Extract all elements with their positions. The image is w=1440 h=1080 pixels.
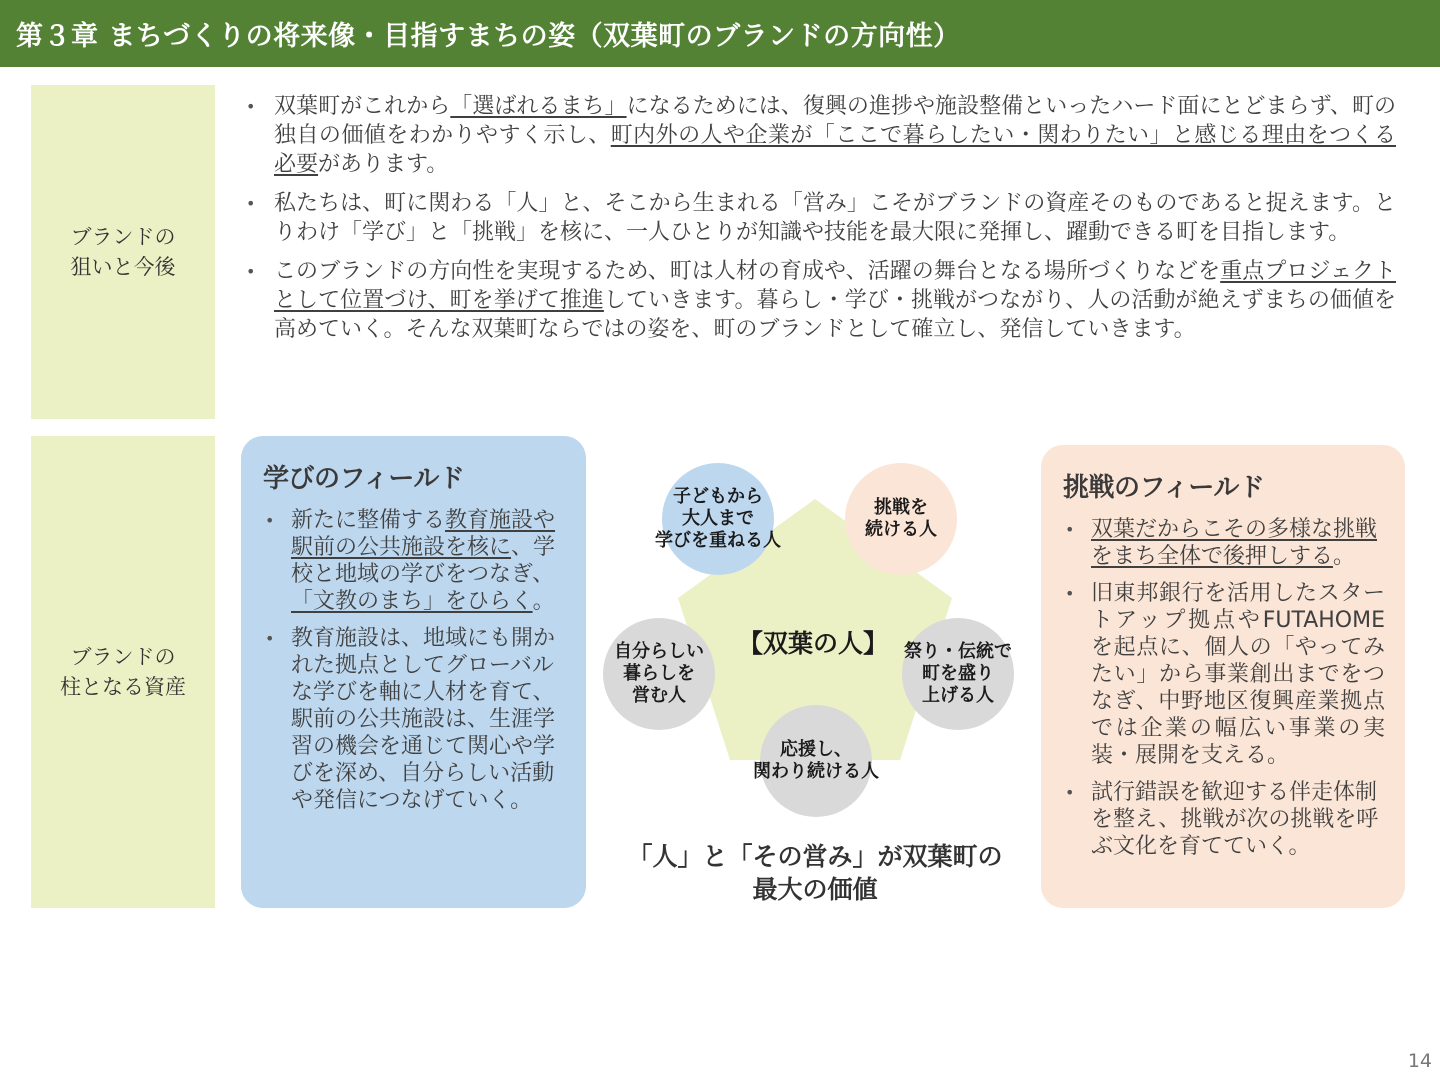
learning-bullet-1: [263, 507, 566, 615]
circle-festival-people: [902, 618, 1014, 730]
circle-text: 暮らしを: [623, 663, 695, 684]
circle-text: 祭り・伝統で: [904, 641, 1012, 662]
value-caption: [620, 840, 1010, 906]
caption-line: 最大の価値: [752, 875, 878, 904]
challenge-field-list: [1063, 516, 1385, 860]
bullet-text: があります。: [318, 152, 449, 177]
underlined-phrase: 町内外の人や企業が「ここで暮らしたい・関わりたい」と感じる理由をつくる必要: [274, 123, 1396, 177]
brand-aim-label: [31, 85, 215, 419]
challenge-bullet-2: [1063, 580, 1385, 769]
challenge-bullet-1: [1063, 516, 1385, 570]
brand-aim-label-line1: ブランドの: [70, 225, 176, 249]
bullet-text: 双葉町がこれから: [274, 94, 451, 119]
circle-text: 応援し、: [780, 739, 852, 760]
circle-supporters: [753, 705, 879, 817]
circle-text: 営む人: [632, 685, 686, 706]
underlined-phrase: 「文教のまち」をひらく: [291, 589, 533, 614]
learning-field-title: 学びのフィールド: [263, 464, 465, 494]
brand-assets-label: [31, 436, 215, 908]
circle-text: 町を盛り: [922, 663, 994, 684]
brand-aim-bullet-1: [244, 92, 1396, 179]
challenge-field-title: 挑戦のフィールド: [1063, 473, 1265, 503]
underlined-phrase: 重点プロジェクトとして位置づけ、町を挙げて推進: [274, 259, 1397, 313]
bullet-text: 私たちは、町に関わる「人」と、そこから生まれる「営み」こそがブランドの資産そのものであると捉えます。とりわけ「学び」と「挑戦」を核に、一人ひとりが知識や技能を最大限に発揮し、躍動できる町を目指します。: [274, 191, 1396, 245]
bullet-text: していきます。暮らし・学び・挑戦がつながり、人の活動が絶えずまちの価値を高めていく。そんな双葉町ならではの姿を、町のブランドとして確立し、発信していきます。: [274, 288, 1397, 342]
underlined-phrase: 教育施設や駅前の公共施設を核に: [291, 508, 556, 560]
circle-text: 続ける人: [865, 519, 937, 540]
bullet-text: 新たに整備する: [291, 508, 446, 533]
learning-field-list: [263, 507, 566, 814]
underlined-phrase: 双葉だからこその多様な挑戦をまち全体で後押しする: [1091, 517, 1378, 569]
circle-text: 学びを重ねる人: [655, 530, 781, 551]
circle-text: 子どもから: [673, 486, 763, 507]
challenge-field-panel: [1041, 445, 1405, 908]
circle-text: 挑戦を: [874, 497, 928, 518]
bullet-text: 教育施設は、地域にも開かれた拠点としてグローバルな学びを軸に人材を育て、駅前の公共施設は、生涯学習の機会を通じて関心や学びを深め、自分らしい活動や発信につなげていく。: [291, 626, 556, 813]
circle-lifestyle-people: [603, 618, 715, 730]
page-title-bar: [0, 0, 1440, 67]
bullet-text: になるためには、復興の進捗や施設整備といったハード面にとどまらず、町の独自の価値をわかりやすく示し、: [274, 94, 1396, 148]
bullet-text: 。: [532, 589, 555, 614]
underlined-phrase: 「選ばれるまち」: [450, 94, 627, 119]
bullet-text: 旧東邦銀行を活用したスタートアップ拠点やFUTAHOMEを起点に、個人の「やってみたい」から事業創出までをつなぎ、中野地区復興産業拠点では企業の幅広い事業の実装・展開を支える。: [1091, 581, 1385, 768]
page-number: 14: [1407, 1050, 1432, 1072]
learning-bullet-2: [263, 625, 566, 814]
circle-learners: [655, 463, 781, 575]
circle-challengers: [845, 463, 957, 575]
challenge-bullet-3: [1063, 779, 1385, 860]
page-title: 第３章 まちづくりの将来像・目指すまちの姿（双葉町のブランドの方向性）: [16, 21, 961, 52]
brand-assets-label-line1: ブランドの: [70, 645, 176, 669]
brand-aim-label-line2: 狙いと今後: [70, 255, 176, 279]
diagram-center-label: 【双葉の人】: [738, 629, 889, 658]
brand-aim-bullet-list: [244, 92, 1396, 354]
circle-text: 大人まで: [682, 508, 754, 529]
brand-aim-bullet-3: [244, 257, 1396, 344]
brand-aim-bullet-2: [244, 189, 1396, 247]
bullet-text: このブランドの方向性を実現するため、町は人材の育成や、活躍の舞台となる場所づくりなどを: [274, 259, 1221, 284]
caption-line: 「人」と「その営み」が双葉町の: [627, 842, 1003, 871]
bullet-text: 試行錯誤を歓迎する伴走体制を整え、挑戦が次の挑戦を呼ぶ文化を育てていく。: [1091, 780, 1379, 859]
learning-field-panel: [241, 436, 586, 908]
circle-text: 上げる人: [922, 685, 994, 706]
circle-text: 関わり続ける人: [753, 761, 879, 782]
circle-text: 自分らしい: [614, 641, 704, 662]
bullet-text: 。: [1333, 544, 1356, 569]
brand-assets-label-line2: 柱となる資産: [60, 675, 186, 699]
bullet-text: 、学校と地域の学びをつなぎ、: [291, 535, 556, 587]
